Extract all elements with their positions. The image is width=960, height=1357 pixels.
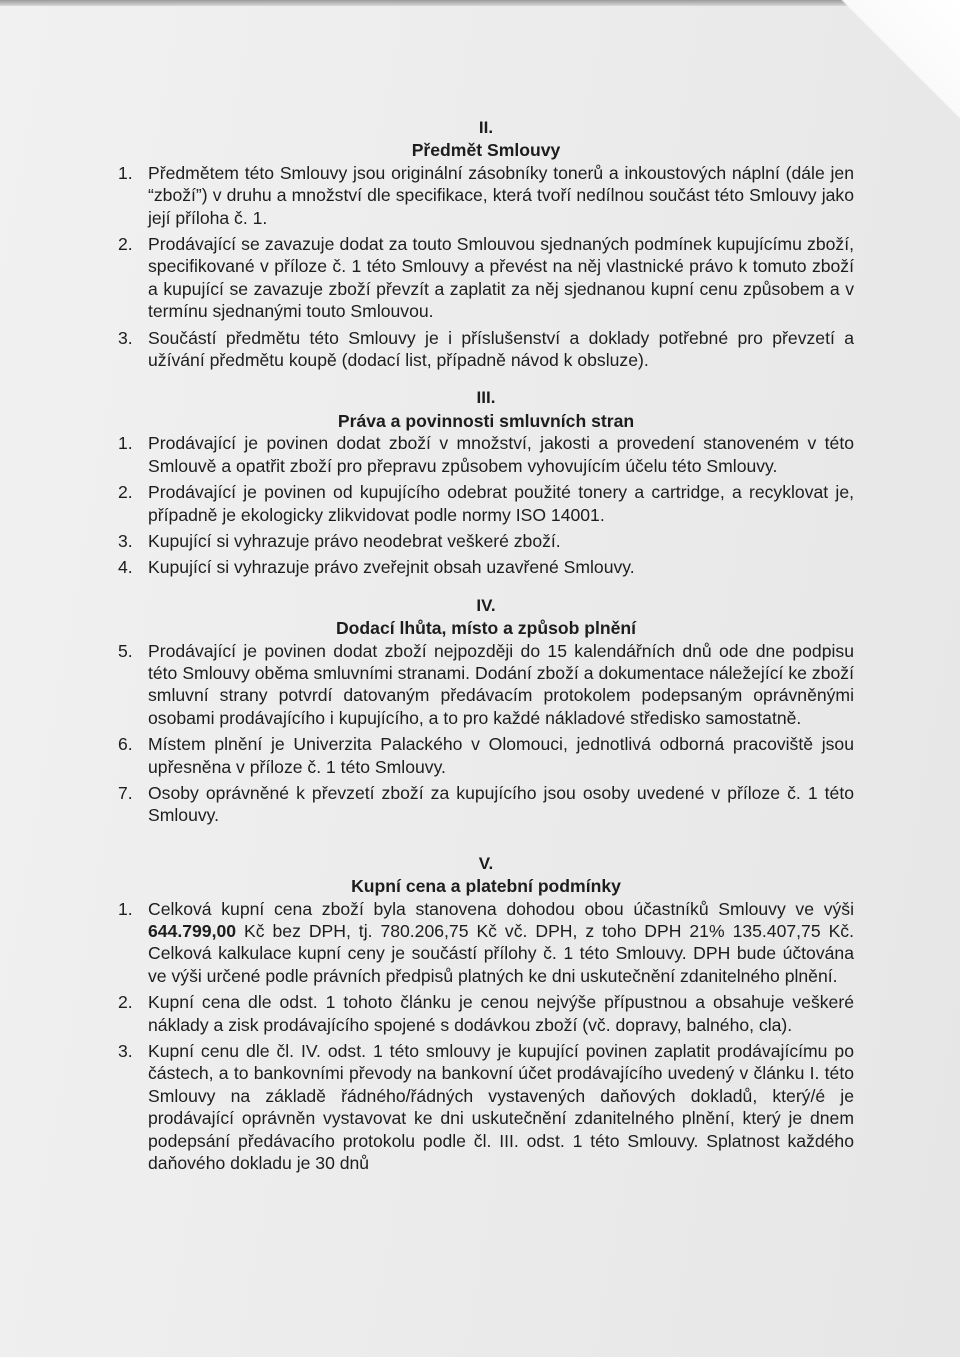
clause-text: Kupující si vyhrazuje právo neodebrat veškeré zboží. bbox=[148, 530, 561, 551]
clause-number: 3. bbox=[118, 1041, 133, 1062]
clause-list bbox=[118, 162, 854, 372]
clause-number: 3. bbox=[118, 327, 133, 348]
clause-text: Prodávající se zavazuje dodat za touto Smlouvou sjednaných podmínek kupujícímu zboží, specifikované v příloze č. 1 této Smlouvy a převést na něj vlastnické právo k tomuto zboží a kupující se zavazuje zboží převzít a zaplatit za něj sjednanou kupní cenu způsobem a v termínu sjednanými touto Smlouvou. bbox=[148, 234, 854, 322]
clause-number: 1. bbox=[118, 433, 133, 454]
section-title: Předmět Smlouvy bbox=[411, 140, 561, 161]
clause bbox=[118, 530, 854, 552]
clause-text: Prodávající je povinen dodat zboží v množství, jakosti a provedení stanoveném v této Smlouvě a opatřit zboží pro přepravu způsobem vyhovujícím účelu této Smlouvy. bbox=[148, 433, 854, 476]
clause bbox=[118, 733, 854, 778]
clause-text: Osoby oprávněné k převzetí zboží za kupujícího jsou osoby uvedené v příloze č. 1 této Smlouvy. bbox=[148, 782, 854, 826]
clause-text-after: Kč bez DPH, tj. 780.206,75 Kč vč. DPH, z toho DPH 21% 135.407,75 Kč. Celková kalkulace kupní ceny je součástí přílohy č. 1 této Smlouvy. DPH bude účtována ve výši určené podle právních předpisů platných ke dni uskutečnění zdanitelného plnění. bbox=[148, 921, 854, 986]
clause-number: 4. bbox=[118, 557, 133, 578]
page-corner-fold bbox=[840, 0, 960, 140]
section-title: Dodací lhůta, místo a způsob plnění bbox=[335, 618, 637, 639]
clause bbox=[118, 991, 854, 1036]
document-body bbox=[118, 117, 854, 1178]
clause-text-before: Celková kupní cena zboží byla stanovena dohodou obou účastníků Smlouvy ve výši bbox=[148, 898, 854, 919]
section-number: IV. bbox=[476, 595, 496, 615]
section-v bbox=[118, 853, 854, 1175]
clause bbox=[118, 481, 854, 526]
clause-number: 1. bbox=[118, 162, 133, 183]
clause-number: 6. bbox=[118, 734, 133, 755]
clause-text: Předmětem této Smlouvy jsou originální zásobníky tonerů a inkoustových náplní (dále jen “zboží”) v druhu a množství dle specifikace, která tvoří nedílnou součást této Smlouvy jako její příloha č. 1. bbox=[148, 162, 854, 228]
clause-text: Součástí předmětu této Smlouvy je i příslušenství a doklady potřebné pro převzetí a užívání předmětu koupě (dodací list, případně návod k obsluze). bbox=[148, 327, 854, 371]
clause-text: Místem plnění je Univerzita Palackého v Olomouci, jednotlivá odborná pracoviště jsou upřesněna v příloze č. 1 této Smlouvy. bbox=[148, 734, 854, 777]
clause-list bbox=[118, 898, 854, 1175]
clause-number: 2. bbox=[118, 234, 133, 255]
clause bbox=[118, 782, 854, 827]
section-number: III. bbox=[476, 388, 496, 408]
clause-text: Kupující si vyhrazuje právo zveřejnit obsah uzavřené Smlouvy. bbox=[148, 557, 635, 578]
scan-top-edge bbox=[0, 0, 960, 6]
section-number: II. bbox=[478, 118, 494, 137]
clause-number: 3. bbox=[118, 530, 133, 551]
clause-text: Kupní cena dle odst. 1 tohoto článku je cenou nejvýše přípustnou a obsahuje veškeré náklady a zisk prodávajícího spojené s dodávkou zboží (vč. dopravy, balného, cla). bbox=[148, 992, 854, 1035]
section-number: V. bbox=[478, 853, 494, 873]
section-iii bbox=[118, 387, 854, 578]
clause-list bbox=[118, 432, 854, 578]
clause-list bbox=[118, 640, 854, 827]
clause bbox=[118, 556, 854, 578]
clause bbox=[118, 162, 854, 229]
section-ii bbox=[118, 117, 854, 371]
clause-number: 1. bbox=[118, 898, 133, 919]
clause bbox=[118, 640, 854, 730]
clause bbox=[118, 1040, 854, 1174]
clause-text: Kupní cenu dle čl. IV. odst. 1 této smlouvy je kupující povinen zaplatit prodávajícímu po částech, a to bankovními převody na bankovní účet prodávajícího uvedený v článku I. této Smlouvy na základě řádného/řádných vystavených daňových dokladů, který/é je prodávající oprávněn vystavovat ke dni uskutečnění zdanitelného plnění, který je dnem podepsání předávacího protokolu podle čl. III. odst. 1 této Smlouvy. Splatnost každého daňového dokladu je 30 dnů bbox=[148, 1041, 854, 1174]
section-title: Kupní cena a platební podmínky bbox=[351, 876, 621, 897]
price-amount: 644.799,00 bbox=[148, 921, 237, 941]
clause-number: 7. bbox=[118, 782, 133, 803]
clause bbox=[118, 432, 854, 477]
section-title: Práva a povinnosti smluvních stran bbox=[337, 410, 635, 431]
clause bbox=[118, 327, 854, 372]
section-iv bbox=[118, 595, 854, 827]
clause-text: Prodávající je povinen dodat zboží nejpozději do 15 kalendářních dnů ode dne podpisu této Smlouvy oběma smluvními stranami. Dodání zboží a dokumentace náležející ke zboží smluvní strany potvrdí datovaným předávacím protokolem podepsaným oprávněnými osobami prodávajícího i kupujícího, a to pro každé nákladové středisko samostatně. bbox=[148, 640, 854, 728]
clause-number: 2. bbox=[118, 482, 133, 503]
clause-number: 5. bbox=[118, 640, 133, 661]
clause-text: Prodávající je povinen od kupujícího odebrat použité tonery a cartridge, a recyklovat je, případně je ekologicky zlikvidovat podle normy ISO 14001. bbox=[148, 482, 854, 525]
clause bbox=[118, 898, 854, 988]
clause-number: 2. bbox=[118, 992, 133, 1013]
clause bbox=[118, 233, 854, 323]
